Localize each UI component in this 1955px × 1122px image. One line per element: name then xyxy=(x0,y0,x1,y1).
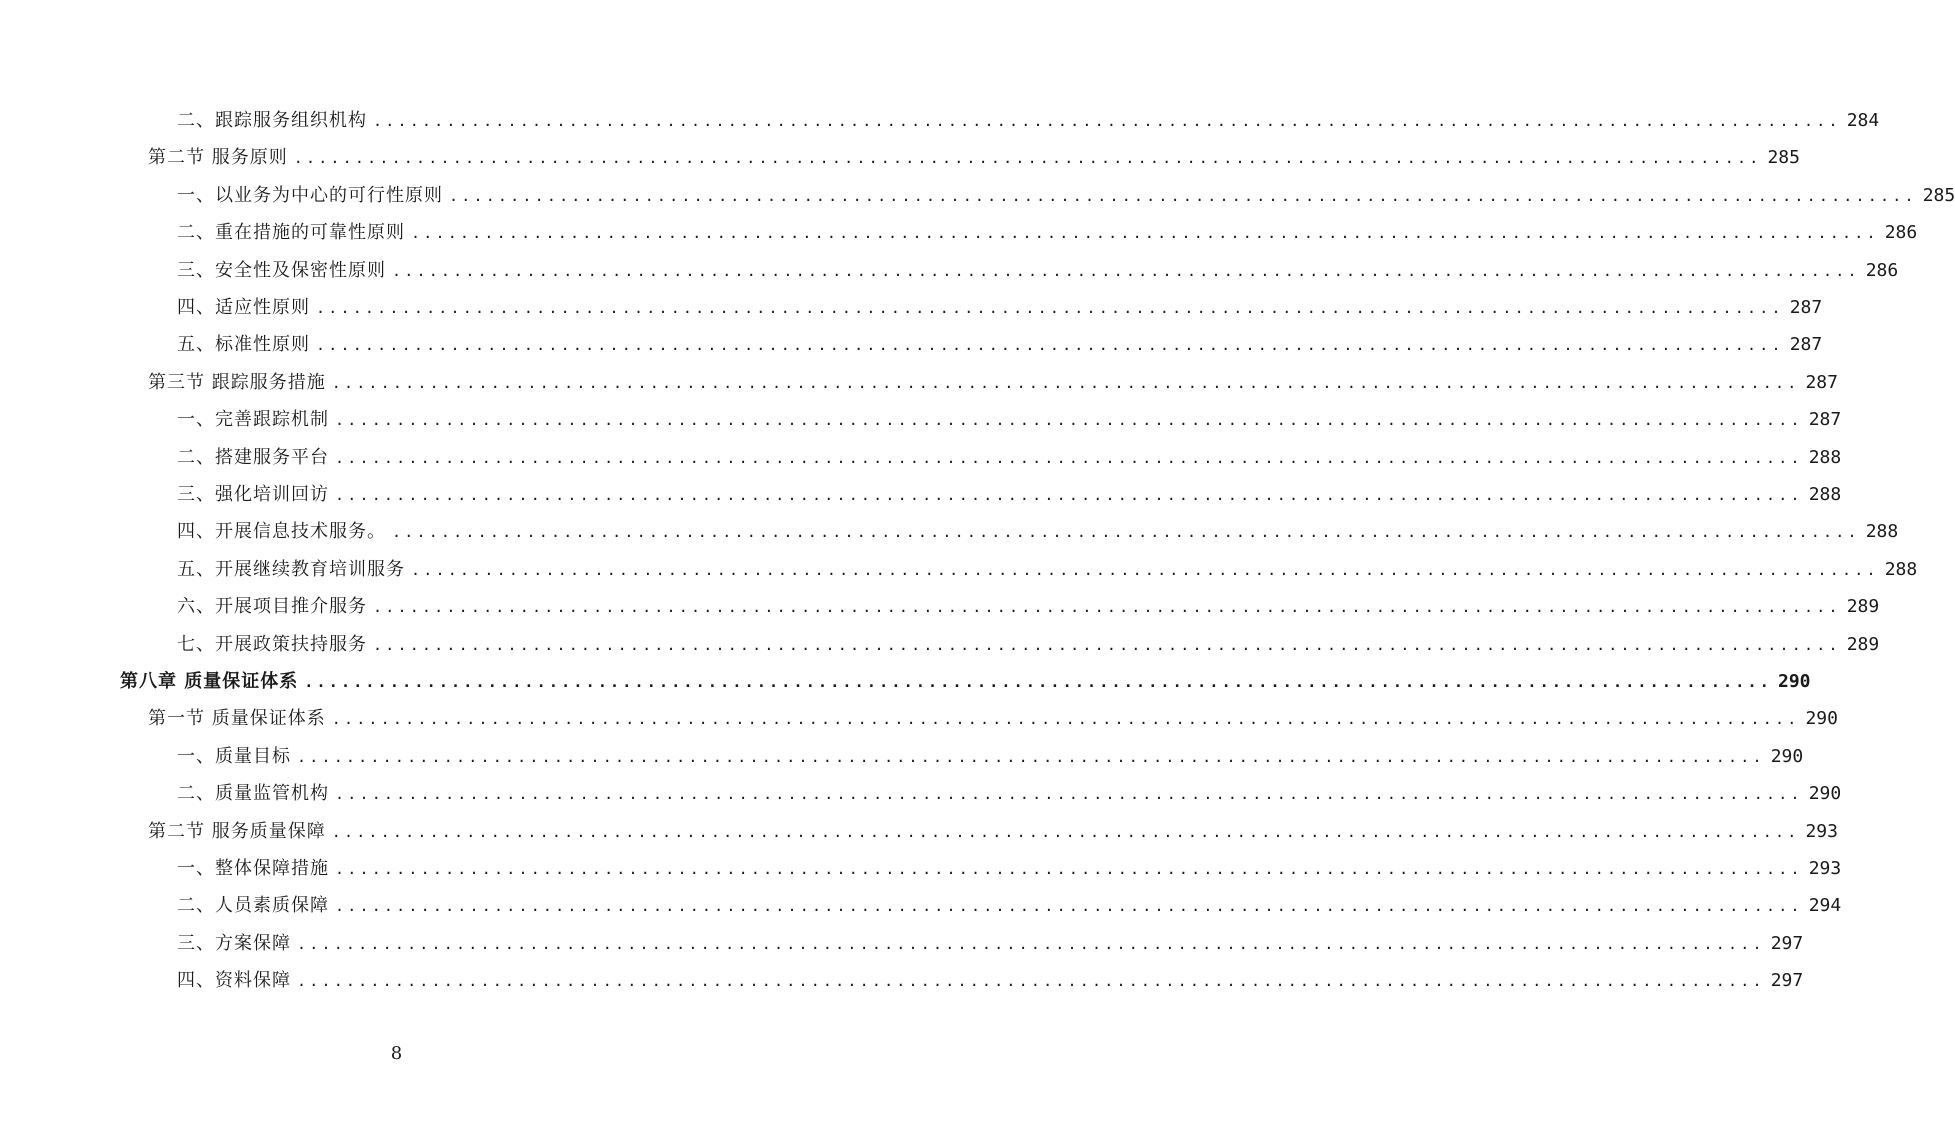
toc-leader-dots: ........................................................................................................................ xyxy=(316,299,1784,317)
toc-entry-label: 二、重在措施的可靠性原则 xyxy=(177,222,405,244)
toc-entry[interactable] xyxy=(177,256,1899,286)
toc-entry-page: 290 xyxy=(1805,708,1838,730)
toc-leader-dots: ........................................................................................................................ xyxy=(293,149,1762,168)
toc-entry-page: 297 xyxy=(1770,970,1804,992)
toc-entry[interactable] xyxy=(177,330,1823,360)
toc-leader-dots: ........................................................................................................................ xyxy=(392,523,1860,542)
toc-entry-page: 287 xyxy=(1808,409,1842,431)
toc-leader-dots: ........................................................................................................................ xyxy=(335,897,1803,916)
toc-entry-label: 三、强化培训回访 xyxy=(177,484,329,505)
toc-entry-page: 287 xyxy=(1789,297,1823,318)
toc-leader-dots: ........................................................................................................................ xyxy=(449,186,1917,205)
toc-entry-label: 五、开展继续教育培训服务 xyxy=(177,558,405,580)
toc-entry-page: 284 xyxy=(1846,110,1880,131)
toc-entry-page: 287 xyxy=(1789,334,1823,356)
toc-entry-page: 297 xyxy=(1770,932,1804,954)
toc-entry[interactable] xyxy=(177,293,1823,323)
toc-entry-label: 二、人员素质保障 xyxy=(177,895,329,917)
toc-entry-page: 289 xyxy=(1846,596,1880,618)
toc-entry-page: 288 xyxy=(1808,446,1842,468)
toc-leader-dots: ........................................................................................................................ xyxy=(335,785,1803,804)
toc-entry[interactable] xyxy=(177,779,1842,809)
toc-leader-dots: ........................................................................................................................ xyxy=(335,860,1803,878)
toc-entry-page: 288 xyxy=(1808,484,1842,505)
toc-entry[interactable] xyxy=(177,592,1880,622)
toc-leader-dots: ........................................................................................................................ xyxy=(411,224,1879,243)
toc-entry[interactable] xyxy=(177,742,1804,772)
toc-entry[interactable] xyxy=(148,143,1800,173)
toc-entry[interactable] xyxy=(177,555,1918,585)
toc-entry[interactable] xyxy=(177,443,1842,473)
toc-entry-label: 一、完善跟踪机制 xyxy=(177,409,329,431)
toc-entry-page: 289 xyxy=(1846,633,1880,655)
toc-leader-dots: ........................................................................................................................ xyxy=(304,673,1772,691)
toc-entry-label: 四、适应性原则 xyxy=(177,297,310,318)
toc-entry[interactable] xyxy=(177,929,1804,959)
toc-entry-label: 第八章 质量保证体系 xyxy=(120,671,299,692)
toc-entry[interactable] xyxy=(148,817,1838,847)
toc-leader-dots: ........................................................................................................................ xyxy=(373,635,1841,654)
toc-leader-dots: ........................................................................................................................ xyxy=(316,336,1784,355)
toc-entry-label: 二、跟踪服务组织机构 xyxy=(177,110,367,131)
toc-leader-dots: ........................................................................................................................ xyxy=(297,972,1765,991)
toc-entry-label: 三、方案保障 xyxy=(177,932,291,954)
toc-leader-dots: ........................................................................................................................ xyxy=(331,710,1800,729)
toc-entry-label: 三、安全性及保密性原则 xyxy=(177,259,386,281)
toc-entry-label: 第三节 跟踪服务措施 xyxy=(148,371,326,393)
toc-entry-page: 286 xyxy=(1865,259,1899,281)
toc-entry-page: 285 xyxy=(1922,184,1955,206)
toc-leader-dots: ........................................................................................................................ xyxy=(373,598,1841,617)
toc-entry[interactable] xyxy=(177,218,1918,248)
toc-entry-label: 七、开展政策扶持服务 xyxy=(177,633,367,655)
toc-entry-label: 一、以业务为中心的可行性原则 xyxy=(177,184,443,206)
toc-leader-dots: ........................................................................................................................ xyxy=(411,560,1879,579)
toc-entry-label: 四、开展信息技术服务。 xyxy=(177,521,386,543)
toc-entry-page: 293 xyxy=(1805,820,1838,842)
toc-leader-dots: ........................................................................................................................ xyxy=(331,822,1800,841)
toc-entry[interactable] xyxy=(177,106,1880,136)
toc-entry-page: 294 xyxy=(1808,895,1842,917)
toc-entry-label: 第二节 服务质量保障 xyxy=(148,820,326,842)
toc-entry[interactable] xyxy=(177,517,1899,547)
toc-entry-page: 290 xyxy=(1808,783,1842,805)
toc-leader-dots: ........................................................................................................................ xyxy=(392,261,1860,280)
toc-leader-dots: ........................................................................................................................ xyxy=(335,411,1803,430)
toc-entry[interactable] xyxy=(177,181,1955,211)
toc-entry-label: 第二节 服务原则 xyxy=(148,147,288,169)
toc-entry[interactable] xyxy=(177,854,1842,884)
toc-entry-page: 286 xyxy=(1884,222,1918,244)
toc-entry[interactable] xyxy=(177,630,1880,660)
toc-entry[interactable] xyxy=(148,368,1838,398)
toc-entry[interactable] xyxy=(177,480,1842,510)
toc-leader-dots: ........................................................................................................................ xyxy=(335,486,1803,504)
toc-leader-dots: ........................................................................................................................ xyxy=(373,112,1841,130)
toc-entry-label: 一、整体保障措施 xyxy=(177,858,329,879)
toc-entry[interactable] xyxy=(120,667,1811,697)
toc-entry-label: 一、质量目标 xyxy=(177,745,291,767)
toc-leader-dots: ........................................................................................................................ xyxy=(331,373,1800,392)
toc-entry-page: 285 xyxy=(1767,147,1800,169)
toc-entry[interactable] xyxy=(177,891,1842,921)
toc-leader-dots: ........................................................................................................................ xyxy=(297,747,1765,766)
toc-entry-page: 288 xyxy=(1865,521,1899,543)
toc-entry[interactable] xyxy=(177,966,1804,996)
toc-entry-label: 六、开展项目推介服务 xyxy=(177,596,367,618)
toc-entry-label: 五、标准性原则 xyxy=(177,334,310,356)
toc-entry-label: 二、搭建服务平台 xyxy=(177,446,329,468)
toc-entry-label: 四、资料保障 xyxy=(177,970,291,992)
toc-entry-label: 二、质量监管机构 xyxy=(177,783,329,805)
toc-entry-page: 293 xyxy=(1808,858,1842,879)
toc-entry[interactable] xyxy=(177,405,1842,435)
toc-entry[interactable] xyxy=(148,704,1838,734)
toc-leader-dots: ........................................................................................................................ xyxy=(297,934,1765,953)
toc-entry-page: 287 xyxy=(1805,371,1838,393)
toc-leader-dots: ........................................................................................................................ xyxy=(335,448,1803,467)
toc-entry-label: 第一节 质量保证体系 xyxy=(148,708,326,730)
toc-entry-page: 290 xyxy=(1770,745,1804,767)
toc-entry-page: 290 xyxy=(1777,671,1811,692)
toc-entry-page: 288 xyxy=(1884,558,1918,580)
page-number: 8 xyxy=(390,1043,403,1064)
